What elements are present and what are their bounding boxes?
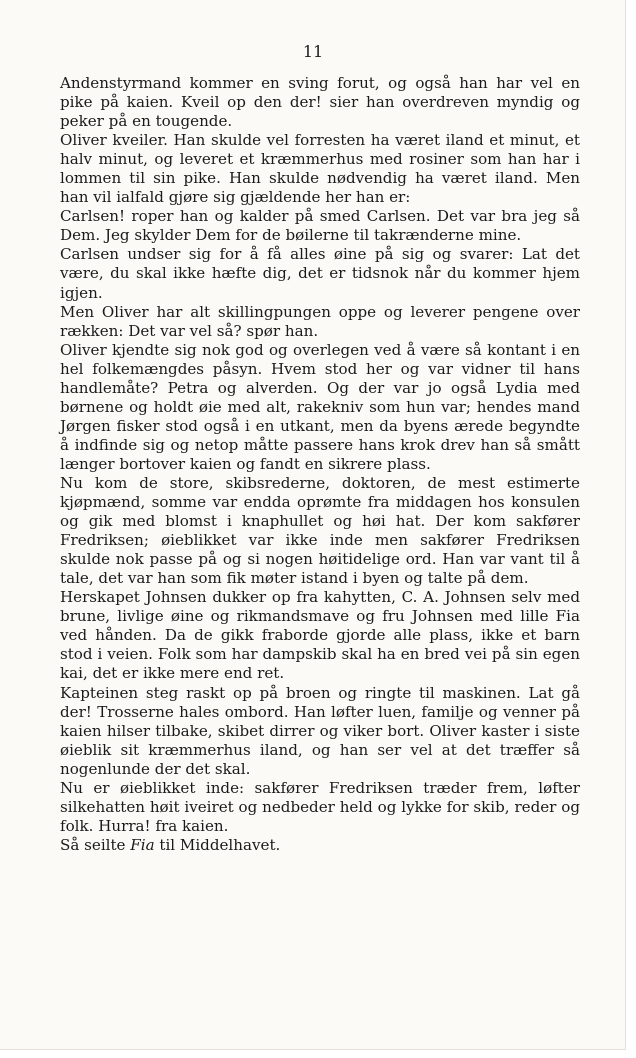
closing-paragraph bbox=[60, 836, 580, 855]
paragraph: Oliver kveiler. Han skulde vel forresten ha været iland et minut, et halv minut, og leveret et kræmmerhus med rosiner som han har i lommen til sin pike. Han skulde nødvendig ha været iland. Men han vil ialfald gjøre sig gjældende her han er: bbox=[60, 131, 580, 207]
paragraph: Nu er øieblikket inde: sakfører Fredriksen træder frem, løfter silkehatten høit iveiret og nedbeder held og lykke for skib, reder og folk. Hurra! fra kaien. bbox=[60, 778, 580, 835]
paragraph: Andenstyrmand kommer en sving forut, og også han har vel en pike på kaien. Kveil op den der! sier han overdreven myndig og peker på en tougende. bbox=[60, 74, 580, 131]
paragraph: Carlsen undser sig for å få alles øine på sig og svarer: Lat det være, du skal ikke hæfte dig, det er tidsnok når du kommer hjem igjen. bbox=[60, 245, 580, 302]
closing-text-end: til Middelhavet. bbox=[154, 835, 281, 854]
paragraph: Herskapet Johnsen dukker op fra kahytten, C. A. Johnsen selv med brune, livlige øine og rikmandsmave og fru Johnsen med lille Fia ved hånden. Da de gikk fraborde gjorde alle plass, ikke et barn stod i veien. Folk som har dampskib skal ha en bred vei på sin egen kai, det er ikke mere end ret. bbox=[60, 588, 580, 683]
paragraph: Kapteinen steg raskt op på broen og ringte til maskinen. Lat gå der! Trosserne hales ombord. Han løfter luen, familje og venner på kaien hilser tilbake, skibet dirrer og viker bort. Oliver kaster i siste øieblik sit kræmmerhus iland, og han ser vel at det træffer så nogenlunde der det skal. bbox=[60, 683, 580, 778]
paragraph: Nu kom de store, skibsrederne, doktoren, de mest estimerte kjøpmænd, somme var endda oprømte fra middagen hos konsulen og gik med blomst i knaphullet og høi hat. Der kom sakfører Fredriksen; øieblikket var ikke inde men sakfører Fredriksen skulde nok passe på og si nogen høitidelige ord. Han var vant til å tale, det var han som fik møter istand i byen og talte på dem. bbox=[60, 473, 580, 588]
ship-name: Fia bbox=[130, 835, 155, 854]
page-number: 11 bbox=[302, 42, 324, 61]
paragraph: Men Oliver har alt skillingpungen oppe og leverer pengene over rækken: Det var vel så? spør han. bbox=[60, 302, 580, 340]
paragraph: Carlsen! roper han og kalder på smed Carlsen. Det var bra jeg så Dem. Jeg skylder Dem for de bøilerne til takrænderne mine. bbox=[60, 207, 580, 245]
body-text bbox=[60, 74, 580, 855]
paragraph: Oliver kjendte sig nok god og overlegen ved å være så kontant i en hel folkemængdes påsyn. Hvem stod her og var vidner til hans handlemåte? Petra og alverden. Og der var jo også Lydia med børnene og holdt øie med alt, rakekniv som hun var; hendes mand Jørgen fisker stod også i en utkant, men da byens ærede begyndte å indfinde sig og netop måtte passere hans krok drev han så smått længer bortover kaien og fandt en sikrere plass. bbox=[60, 340, 580, 473]
closing-text-start: Så seilte bbox=[60, 835, 131, 854]
